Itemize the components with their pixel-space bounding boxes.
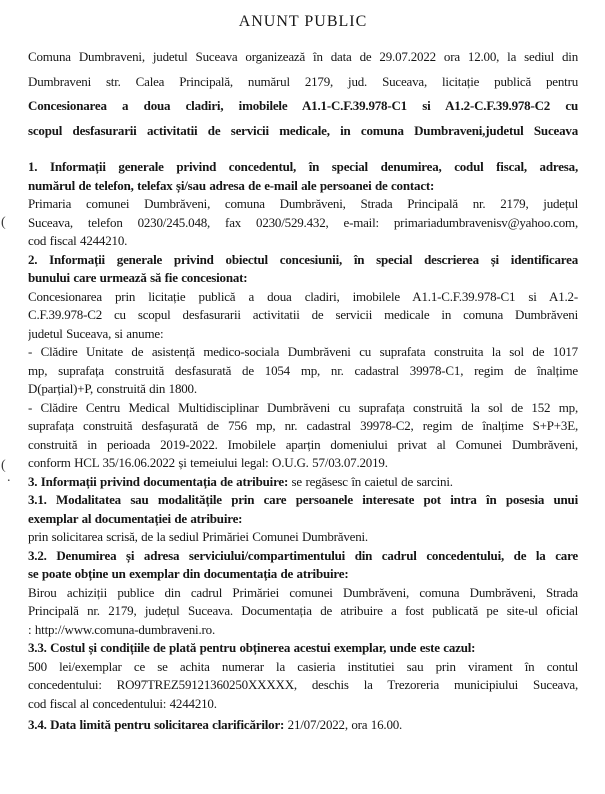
block-section-3-3 [28,639,578,713]
text-run: mp, suprafața construită desfasurată de 1054 mp, nr. cadastral 39978-C1, regim de înalțime [28,362,578,378]
text-run: 21/07/2022, ora 16.00. [284,717,403,732]
text-run: D(parțial)+P, construită din 1800. [28,381,197,396]
text-line [28,177,578,196]
text-line [28,510,578,529]
bold-text-run: exemplar al documentației de atribuire: [28,510,243,526]
text-run: Birou achiziții publice din cadrul Primăriei comunei Dumbrăveni, comuna Dumbrăveni, Strada [28,584,578,600]
text-line [28,119,578,144]
text-run: Concesionarea prin licitație publică a doua cladiri, imobilele A1.1-C.F.39.978-C1 si A1.2- [28,288,578,304]
text-line [28,473,578,492]
text-line [28,417,578,436]
text-line [28,716,578,735]
text-line [28,70,578,95]
text-line [28,269,578,288]
text-line [28,45,578,70]
text-run: cod fiscal al concedentului: 4244210. [28,695,217,711]
text-line [28,547,578,566]
text-run: concedentului: RO97TREZ59121360250XXXXX, deschis la Trezoreria municipiului Suceava, [28,677,578,692]
bold-text-run: 3.3. Costul și condițiile de plată pentru obținerea acestui exemplar, unde este cazul: [28,640,476,655]
bold-text-run: 2. Informații generale privind obiectul concesiunii, în special descrierea și identificarea [28,251,578,267]
text-run: se regăsesc în caietul de sarcini. [288,473,453,489]
bold-text-run: 3.4. Data limită pentru solicitarea clarificărilor: [28,717,285,732]
text-line [28,380,578,399]
text-line [28,436,578,455]
text-line [28,288,578,307]
block-section-1 [28,158,578,251]
text-run: Primaria comunei Dumbrăveni, comuna Dumbrăveni, Strada Principală nr. 2179, județul [28,196,578,211]
text-run: Comuna Dumbraveni, judetul Suceava organizează în data de 29.07.2022 ora 12.00, la sediul din [28,49,578,64]
text-line [28,325,578,344]
document-blocks [28,45,578,735]
bold-text-run: scopul desfasurarii activitatii de servicii medicale, in comuna Dumbraveni,judetul Suceava [28,122,578,138]
text-line [28,306,578,325]
text-line [28,602,578,621]
text-line [28,695,578,714]
text-line [28,584,578,603]
text-line [28,343,578,362]
bold-text-run: Concesionarea a doua cladiri, imobilele A1.1-C.F.39.978-C1 si A1.2-C.F.39.978-C2 cu [28,98,578,113]
text-line [28,676,578,695]
bold-text-run: 3. Informații privind documentația de atribuire: [28,473,289,489]
block-section-3-1 [28,491,578,547]
text-line [28,158,578,177]
bold-text-run: 3.2. Denumirea și adresa serviciului/compartimentului din cadrul concedentului, de la care [28,547,578,563]
text-run: cod fiscal 4244210. [28,233,128,248]
text-line [28,639,578,658]
block-section-3-4 [28,716,578,735]
text-line [28,251,578,270]
text-run: prin solicitarea scrisă, de la sediul Primăriei Comunei Dumbrăveni. [28,529,368,544]
text-run: : http://www.comuna-dumbraveni.ro. [28,621,215,637]
text-line [28,658,578,677]
text-line [28,195,578,214]
text-run: Dumbraveni str. Calea Principală, numărul 2179, jud. Suceava, licitație publică pentru [28,73,578,89]
text-line [28,399,578,418]
text-line [28,528,578,547]
text-run: - Clădire Unitate de asistență medico-sociala Dumbrăveni cu suprafata construita la sol de 1017 [28,344,578,359]
text-line [28,621,578,640]
text-line [28,454,578,473]
bold-text-run: 3.1. Modalitatea sau modalitățile prin care persoanele interesate pot intra în posesia unui [28,492,578,507]
left-margin-mark-2: ( [1,458,6,473]
block-section-3 [28,473,578,492]
text-line [28,565,578,584]
text-run: judetul Suceava, si anume: [28,325,164,341]
text-line [28,362,578,381]
text-run: conform HCL 35/16.06.2022 și temeiului legal: O.U.G. 57/03.07.2019. [28,455,388,470]
text-run: Principală nr. 2179, județul Suceava. Documentația de atribuire a fost publicată pe site-ul oficial [28,603,578,618]
text-run: suprafața construită desfașurată de 756 mp, nr. cadastral 39978-C2, regim de înalțime S+P+3E, [28,418,578,433]
block-intro-paragraph [28,45,578,143]
bold-text-run: bunului care urmează să fie concesionat: [28,270,248,285]
left-margin-dot: . [7,470,11,485]
text-run: C.F.39.978-C2 cu scopul desfasurarii activitatii de servicii medicale in comuna Dumbrăveni [28,307,578,322]
block-section-2 [28,251,578,473]
left-margin-mark-1: ( [1,215,6,230]
bold-text-run: numărul de telefon, telefax și/sau adresa de e-mail ale persoanei de contact: [28,177,435,193]
text-line [28,232,578,251]
text-line [28,94,578,119]
text-run: construită in perioada 2019-2022. Imobilele aparțin domeniului privat al Comunei Dumbrăveni, [28,436,578,452]
text-run: - Clădire Centru Medical Multidisciplinar Dumbrăveni cu suprafața construită la sol de 152 mp, [28,399,578,415]
bold-text-run: se poate obține un exemplar din documentația de atribuire: [28,566,349,581]
block-section-3-2 [28,547,578,640]
bold-text-run: 1. Informații generale privind concedentul, în special denumirea, codul fiscal, adresa, [28,159,578,174]
text-line [28,491,578,510]
text-line [28,214,578,233]
text-run: 500 lei/exemplar ce se achita numerar la casieria institutiei sau prin virament în contul [28,658,578,674]
document-title: ANUNT PUBLIC [238,13,368,30]
text-run: Suceava, telefon 0230/245.048, fax 0230/529.432, e-mail: primariadumbravenisv@yahoo.com, [28,214,578,230]
